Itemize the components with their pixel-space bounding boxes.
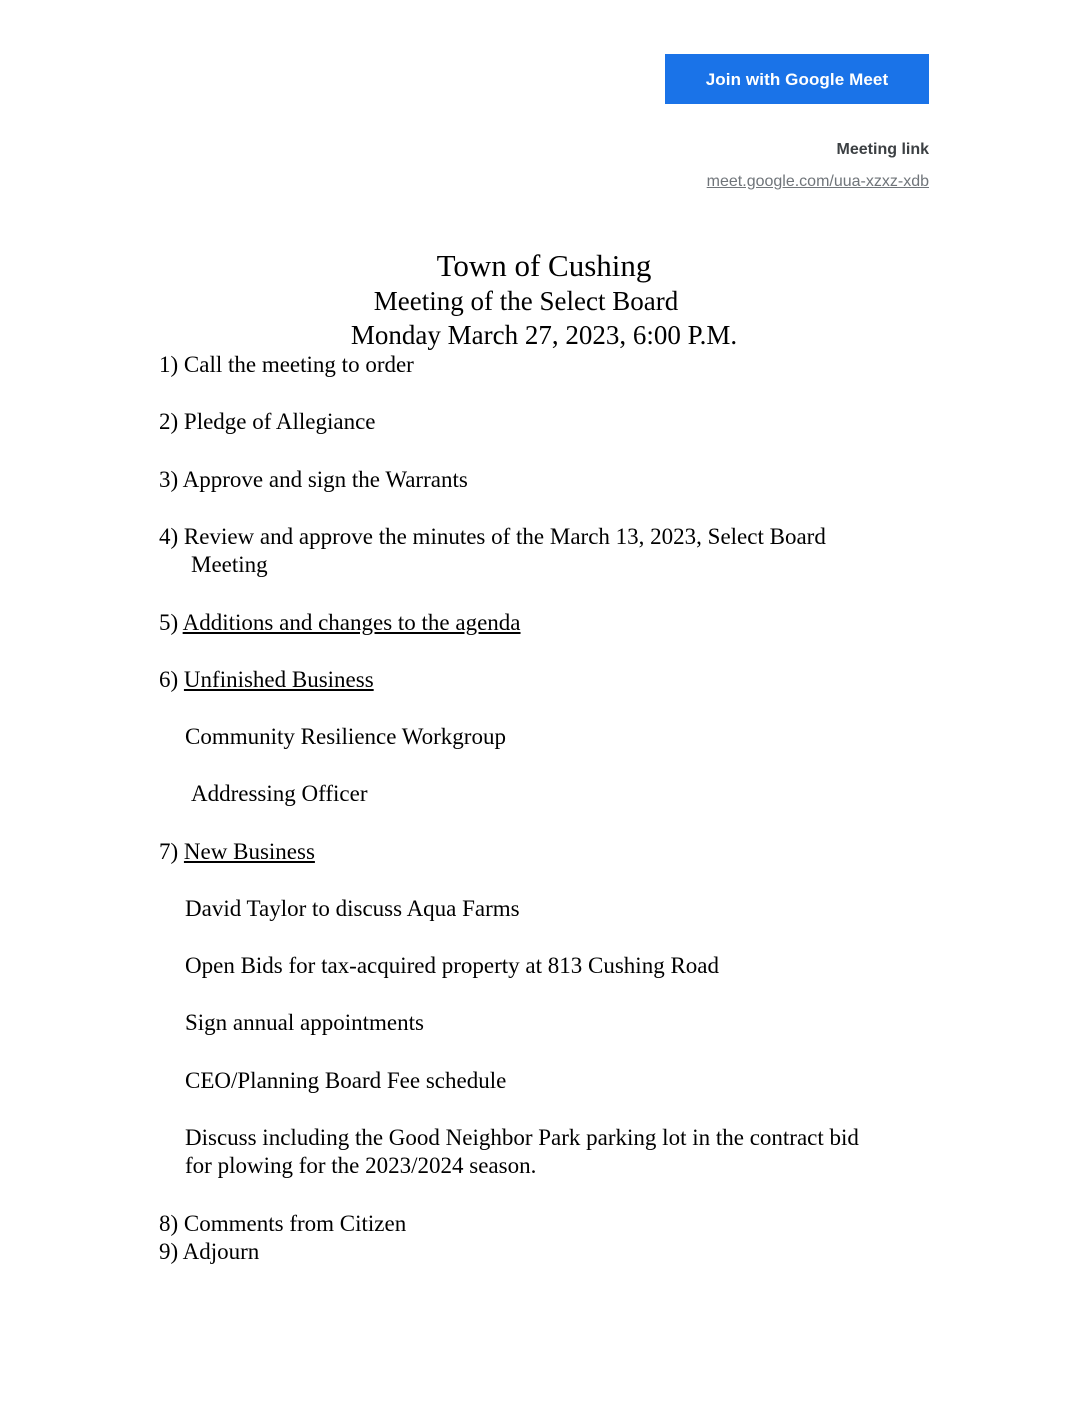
agenda-item-7-number: 7) [159,839,184,864]
town-title: Town of Cushing [436,248,652,283]
meeting-link-url[interactable]: meet.google.com/uua-xzxz-xdb [706,173,929,190]
agenda-subitem: Addressing Officer [191,781,368,806]
agenda-item-6-number: 6) [159,667,184,692]
agenda-item-5-number: 5) [159,610,183,635]
agenda-item-6 [159,666,374,694]
agenda-item-7-text: New Business [183,839,315,864]
agenda-item-3: 3) Approve and sign the Warrants [159,467,468,492]
agenda-item-5-text: Additions and changes to the agenda [182,610,521,635]
agenda-item-6-text: Unfinished Business [183,667,374,692]
agenda-subitem: Discuss including the Good Neighbor Park parking lot in the contract bid [185,1125,859,1150]
join-google-meet-button[interactable]: Join with Google Meet [665,54,929,104]
agenda-item-9: 9) Adjourn [159,1239,260,1264]
agenda-subitem: Community Resilience Workgroup [185,724,506,749]
agenda-subitem-continued: for plowing for the 2023/2024 season. [185,1153,537,1178]
agenda-item-2: 2) Pledge of Allegiance [159,409,376,434]
meeting-date: Monday March 27, 2023, 6:00 P.M. [350,320,738,350]
agenda-item-1: 1) Call the meeting to order [159,352,414,377]
agenda-subitem: David Taylor to discuss Aqua Farms [185,896,520,921]
agenda-item-5 [159,609,521,637]
agenda-item-4-continued: Meeting [191,552,268,577]
agenda-subitem: Sign annual appointments [185,1010,424,1035]
meeting-link-label: Meeting link [836,141,929,158]
agenda-item-8: 8) Comments from Citizen [159,1211,407,1236]
agenda-subitem: Open Bids for tax-acquired property at 813 Cushing Road [185,953,719,978]
meeting-title: Meeting of the Select Board [373,286,679,316]
agenda-item-7 [159,838,315,866]
agenda-item-4: 4) Review and approve the minutes of the March 13, 2023, Select Board [159,524,826,549]
agenda-subitem: CEO/Planning Board Fee schedule [185,1068,507,1093]
